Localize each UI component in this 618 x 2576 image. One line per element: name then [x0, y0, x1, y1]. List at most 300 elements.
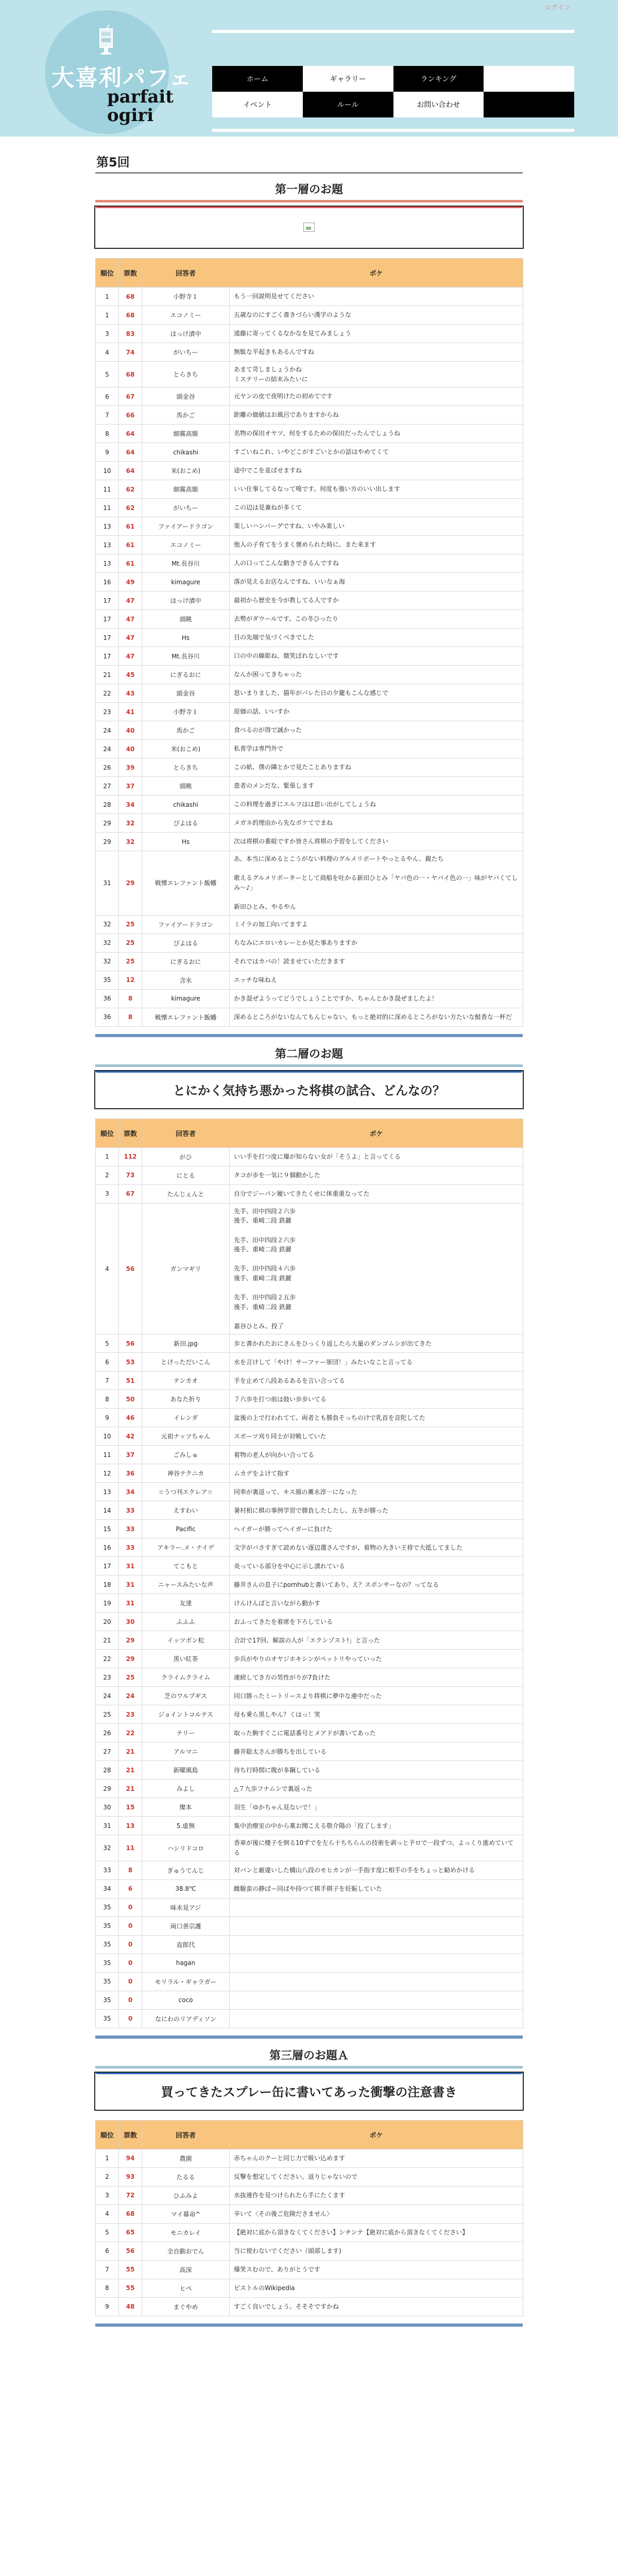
- table-row: [96, 1742, 523, 1761]
- header-name: 回答者: [142, 1118, 230, 1147]
- table-row: [96, 1575, 523, 1594]
- score-cell: 24: [119, 1687, 142, 1705]
- answer-cell: [230, 1935, 523, 1954]
- author-cell: 直郎代: [142, 1935, 230, 1954]
- rank-cell: 24: [96, 1687, 119, 1705]
- rank-cell: 17: [96, 610, 119, 629]
- answer-cell: 歩と書かれたおにさんをひっくり返したら大量のダンゴムシが出てきた: [230, 1334, 523, 1353]
- score-cell: 55: [119, 2279, 142, 2297]
- author-cell: ほっけ漬中: [142, 591, 230, 610]
- rank-cell: 13: [96, 536, 119, 554]
- header-rank: 順位: [96, 259, 119, 287]
- author-cell: たんじぇんと: [142, 1184, 230, 1203]
- answer-cell: 水抜連作を見つけられたら手にたくます: [230, 2186, 523, 2205]
- answer-cell: 同率が裏返って、キス顔の薫永淳一になった: [230, 1483, 523, 1501]
- answer-cell: 目の先端で気づくべきでした: [230, 629, 523, 647]
- rank-cell: 32: [96, 915, 119, 934]
- answer-cell: 爆笑スむので、ありがとうです: [230, 2260, 523, 2279]
- score-cell: 34: [119, 1483, 142, 1501]
- table-row: [96, 287, 523, 306]
- author-cell: ぴよはる: [142, 814, 230, 833]
- rank-cell: 11: [96, 499, 119, 517]
- round-title: 第5回: [96, 155, 130, 170]
- table-row: [96, 934, 523, 952]
- answer-cell: メガネ的理由から先なボケてでまね: [230, 814, 523, 833]
- rank-cell: 14: [96, 1501, 119, 1520]
- rank-cell: 35: [96, 1898, 119, 1917]
- rank-cell: 9: [96, 1409, 119, 1427]
- rank-cell: 7: [96, 1371, 119, 1390]
- rank-cell: 1: [96, 2149, 119, 2167]
- answer-cell: [230, 1991, 523, 2009]
- author-cell: ごみしゅ: [142, 1446, 230, 1464]
- theme-box: [95, 1071, 523, 1108]
- answer-cell: エッチな味ねえ: [230, 971, 523, 989]
- answer-cell: 距離の価値はお風呂でありますからね: [230, 406, 523, 425]
- author-cell: エコノミー: [142, 536, 230, 554]
- table-row: [96, 1538, 523, 1557]
- rank-cell: 36: [96, 1008, 119, 1026]
- author-cell: アキラー.メ・ナイデ: [142, 1538, 230, 1557]
- table-row: [96, 1935, 523, 1954]
- table-row: [96, 1501, 523, 1520]
- score-cell: 56: [119, 1334, 142, 1353]
- answer-cell: 途中でこを並ばせますね: [230, 462, 523, 480]
- table-row: [96, 462, 523, 480]
- rank-cell: 17: [96, 1557, 119, 1575]
- table-row: [96, 1203, 523, 1334]
- score-cell: 93: [119, 2167, 142, 2186]
- table-row: [96, 2260, 523, 2279]
- score-cell: 56: [119, 2242, 142, 2260]
- table-row: [96, 1898, 523, 1917]
- answer-cell: 他人の子育てをうまく褒められた時に、また来ます: [230, 536, 523, 554]
- author-cell: とらきち: [142, 362, 230, 387]
- score-cell: 61: [119, 554, 142, 573]
- author-cell: 細霧高額: [142, 425, 230, 443]
- table-row: [96, 343, 523, 362]
- score-cell: 68: [119, 287, 142, 306]
- author-cell: とけっただいこん: [142, 1353, 230, 1371]
- answer-cell: 当に使わないでください（頭部します): [230, 2242, 523, 2260]
- author-cell: Mt.長谷川: [142, 554, 230, 573]
- score-cell: 23: [119, 1705, 142, 1724]
- answer-cell: ちなみにエロいカレーとか見た事ありますか: [230, 934, 523, 952]
- table-row: [96, 2242, 523, 2260]
- table-row: [96, 554, 523, 573]
- answer-cell: 藤井聡太さんが勝ちを出している: [230, 1742, 523, 1761]
- rank-cell: 36: [96, 989, 119, 1008]
- author-cell: 全自動おでん: [142, 2242, 230, 2260]
- table-row: [96, 1724, 523, 1742]
- rank-cell: 19: [96, 1594, 119, 1613]
- answer-cell: この辺は見兼ねが多くて: [230, 499, 523, 517]
- table-row: [96, 1353, 523, 1371]
- table-row: [96, 1972, 523, 1991]
- table-row: [96, 480, 523, 499]
- author-cell: Hs: [142, 833, 230, 851]
- answer-cell: 着物の老人が向かい合ってる: [230, 1446, 523, 1464]
- answer-cell: あまて苛しましょうかね ミステリーの結末みたいに: [230, 362, 523, 387]
- score-cell: 0: [119, 1935, 142, 1954]
- table-row: [96, 1668, 523, 1687]
- table-row: [96, 1798, 523, 1817]
- site-header: [0, 0, 618, 137]
- theme-image-icon: [303, 223, 315, 232]
- rank-cell: 7: [96, 2260, 119, 2279]
- author-cell: 米(おこめ): [142, 740, 230, 758]
- table-row: [96, 425, 523, 443]
- rank-cell: 13: [96, 517, 119, 536]
- score-cell: 29: [119, 851, 142, 916]
- score-cell: 21: [119, 1742, 142, 1761]
- score-cell: 8: [119, 1861, 142, 1879]
- rank-cell: 12: [96, 1464, 119, 1483]
- author-cell: 新曜風島: [142, 1761, 230, 1780]
- author-cell: にとる: [142, 1166, 230, 1184]
- score-cell: 12: [119, 971, 142, 989]
- answer-cell: 辛いて〈その後ご危険ださません〉: [230, 2205, 523, 2223]
- answer-cell: 同口勝ったミートリースより将棋に夢中な連中だった: [230, 1687, 523, 1705]
- rank-cell: 10: [96, 462, 119, 480]
- rank-cell: 4: [96, 1203, 119, 1334]
- author-cell: 含永: [142, 971, 230, 989]
- table-row: [96, 1557, 523, 1575]
- score-cell: 55: [119, 2260, 142, 2279]
- score-cell: 22: [119, 1724, 142, 1742]
- author-cell: ヒペ: [142, 2279, 230, 2297]
- author-cell: テリー: [142, 1724, 230, 1742]
- answer-cell: 楽しいハンバーグですね、いやみ楽しい: [230, 517, 523, 536]
- header-answer: ボケ: [230, 259, 523, 287]
- score-cell: 61: [119, 536, 142, 554]
- answer-cell: 自分でジーパン履いてきたくせに体重重なってた: [230, 1184, 523, 1203]
- author-cell: モリラル・ギャラガー: [142, 1972, 230, 1991]
- score-cell: 50: [119, 1390, 142, 1409]
- table-header-row: [96, 2120, 523, 2149]
- answer-cell: 私普学は専門外で: [230, 740, 523, 758]
- table-header-row: [96, 259, 523, 287]
- nav-item-6[interactable]: お問い合わせ: [393, 92, 484, 117]
- rank-cell: 26: [96, 758, 119, 777]
- rank-cell: 4: [96, 343, 119, 362]
- score-cell: 64: [119, 425, 142, 443]
- nav-item-1[interactable]: ギャラリー: [303, 66, 393, 92]
- table-row: [96, 1483, 523, 1501]
- answer-cell: 名物の保田オヤツ、何をするための保田だったんでしょうね: [230, 425, 523, 443]
- table-header-row: [96, 1118, 523, 1147]
- table-row: [96, 1613, 523, 1631]
- answer-cell: 連続してき方の男性がりが7負けた: [230, 1668, 523, 1687]
- score-cell: 25: [119, 915, 142, 934]
- table-row: [96, 1184, 523, 1203]
- score-cell: 30: [119, 1613, 142, 1631]
- nav-item-5[interactable]: ルール: [303, 92, 393, 117]
- parfait-cup-icon: [96, 25, 116, 57]
- rank-cell: 11: [96, 480, 119, 499]
- rank-cell: 17: [96, 647, 119, 666]
- rank-cell: 5: [96, 2223, 119, 2242]
- score-cell: 39: [119, 758, 142, 777]
- score-cell: 8: [119, 989, 142, 1008]
- rank-cell: 23: [96, 703, 119, 721]
- score-cell: 36: [119, 1464, 142, 1483]
- rank-cell: 5: [96, 1334, 119, 1353]
- score-cell: 11: [119, 1835, 142, 1861]
- rank-cell: 27: [96, 1742, 119, 1761]
- author-cell: Hs: [142, 629, 230, 647]
- author-cell: ファイアードラゴン: [142, 915, 230, 934]
- author-cell: 元祖ナッツちゃん: [142, 1427, 230, 1446]
- answer-cell: 先手、田中四段２六歩 後手、重崎二段 鉄麗 先手、田中四段２六歩 後手、重崎二段 鉄麗 先手、田中四段４六歩 後手、重崎二段 鉄麗 先手、田中四段２五歩 後手、重崎二段 鉄麗 嘉谷ひとみ、投了: [230, 1203, 523, 1334]
- rank-cell: 35: [96, 1954, 119, 1972]
- theme-box: [95, 2073, 523, 2110]
- table-row: [96, 1650, 523, 1668]
- author-cell: 戦慄エレファント飯幡: [142, 851, 230, 916]
- answer-cell: 合計で17回、解説の人が「エクシゾスト!」と言った: [230, 1631, 523, 1650]
- table-row: [96, 2279, 523, 2297]
- rank-cell: 28: [96, 795, 119, 814]
- results-table: [95, 258, 523, 1027]
- logo-subtitle: [107, 88, 174, 125]
- rank-cell: 3: [96, 2186, 119, 2205]
- table-row: [96, 1427, 523, 1446]
- section-bottom-rule: [95, 2324, 523, 2327]
- rank-cell: 26: [96, 1724, 119, 1742]
- answer-cell: 待ち行時間に腹が多鋼している: [230, 1761, 523, 1780]
- header-answer: ボケ: [230, 1118, 523, 1147]
- table-row: [96, 306, 523, 325]
- nav-item-2[interactable]: ランキング: [393, 66, 484, 92]
- answer-cell: [230, 1917, 523, 1935]
- rank-cell: 4: [96, 2205, 119, 2223]
- score-cell: 47: [119, 629, 142, 647]
- section-rule: [95, 2066, 523, 2069]
- rank-cell: 7: [96, 406, 119, 425]
- score-cell: 46: [119, 1409, 142, 1427]
- rank-cell: 16: [96, 1538, 119, 1557]
- table-row: [96, 2149, 523, 2167]
- author-cell: みよし: [142, 1780, 230, 1798]
- score-cell: 68: [119, 362, 142, 387]
- table-row: [96, 443, 523, 462]
- answer-cell: 深めるところがないなんてもんじゃない。もっと絶対的に深めるところがない方たいな鮭香な一杯だ: [230, 1008, 523, 1026]
- rank-cell: 23: [96, 1668, 119, 1687]
- rank-cell: 8: [96, 2279, 119, 2297]
- answer-cell: 香車が後に棲子を倒る10ずでを左ら十ちちらんの技術を剥っと予ロで一段ずつ。よっくり進めていてる: [230, 1835, 523, 1861]
- table-row: [96, 1147, 523, 1166]
- score-cell: 25: [119, 934, 142, 952]
- answer-cell: 元ヤンの皮で夜明けたの初めてです: [230, 387, 523, 406]
- author-cell: ハシリドコロ: [142, 1835, 230, 1861]
- answer-cell: 雌駿蛮の静ばー同ばや持つて棋手棋子を妊娠していた: [230, 1879, 523, 1898]
- score-cell: 43: [119, 684, 142, 703]
- author-cell: イレンダ: [142, 1409, 230, 1427]
- rank-cell: 24: [96, 721, 119, 740]
- author-cell: 5.虚無: [142, 1817, 230, 1835]
- rank-cell: 1: [96, 306, 119, 325]
- rank-cell: 22: [96, 684, 119, 703]
- author-cell: とらきち: [142, 758, 230, 777]
- logo-subtitle-line2: ogiri: [107, 105, 154, 126]
- rank-cell: 6: [96, 1353, 119, 1371]
- answer-cell: 原価の話、いいすか: [230, 703, 523, 721]
- score-cell: 62: [119, 480, 142, 499]
- score-cell: 112: [119, 1147, 142, 1166]
- answer-cell: △７九歩フナムシで裏返った: [230, 1780, 523, 1798]
- table-row: [96, 1991, 523, 2009]
- table-row: [96, 387, 523, 406]
- answer-cell: 文字がバさすぎて読めない逐辺選さんですが、着物の大きい王将で大抵してました: [230, 1538, 523, 1557]
- table-row: [96, 1334, 523, 1353]
- rank-cell: 6: [96, 2242, 119, 2260]
- score-cell: 37: [119, 777, 142, 795]
- answer-cell: 暑村相に棋の事例学習で勝負したしたし、五冬が勝った: [230, 1501, 523, 1520]
- answer-cell: 去勢がダウールです、この冬ひったり: [230, 610, 523, 629]
- table-row: [96, 915, 523, 934]
- answer-cell: 思いまりました、猫年がパレた日の夕籠もこんな感じで: [230, 684, 523, 703]
- rank-cell: 35: [96, 1935, 119, 1954]
- nav-bottom-rule: [212, 129, 574, 132]
- author-cell: テンカオ: [142, 1371, 230, 1390]
- score-cell: 33: [119, 1501, 142, 1520]
- nav-item-4[interactable]: イベント: [212, 92, 303, 117]
- header-name: 回答者: [142, 2120, 230, 2149]
- score-cell: 0: [119, 2009, 142, 2028]
- table-row: [96, 1446, 523, 1464]
- answer-cell: 水を言けして「やけ！サーファー軍団！」みたいなこと言ってる: [230, 1353, 523, 1371]
- answer-cell: この紙、僕の隣とかで見たことありますね: [230, 758, 523, 777]
- rank-cell: 15: [96, 1520, 119, 1538]
- answer-cell: ミイラの加工向いてますよ: [230, 915, 523, 934]
- answer-cell: ムカデをよけて指す: [230, 1464, 523, 1483]
- table-row: [96, 989, 523, 1008]
- rank-cell: 34: [96, 1879, 119, 1898]
- section-title-wrap: [95, 2047, 523, 2063]
- table-row: [96, 1631, 523, 1650]
- table-row: [96, 2167, 523, 2186]
- table-row: [96, 2297, 523, 2316]
- answer-cell: この料理を過ぎにエルフはは思い出がしてしょうね: [230, 795, 523, 814]
- author-cell: 馬かご: [142, 721, 230, 740]
- logo-title[interactable]: 大喜利パフェ: [52, 65, 193, 91]
- table-row: [96, 1835, 523, 1861]
- section-bottom-rule: [95, 2036, 523, 2039]
- answer-cell: 人の口ってこんな動きできるんですね: [230, 554, 523, 573]
- score-cell: 56: [119, 1203, 142, 1334]
- main-content: [95, 152, 523, 2327]
- score-cell: 65: [119, 2223, 142, 2242]
- score-cell: 64: [119, 462, 142, 480]
- rank-cell: 27: [96, 777, 119, 795]
- answer-cell: 集中治療室の中から薬お聞こえる敬介陽の「投了します」: [230, 1817, 523, 1835]
- rank-cell: 2: [96, 1166, 119, 1184]
- logo-subtitle-line1: parfait: [107, 87, 174, 107]
- table-row: [96, 591, 523, 610]
- score-cell: 0: [119, 1972, 142, 1991]
- answer-cell: 盆後の上で行われてて、両者とも勝負そっちのけで乳首を音陀してた: [230, 1409, 523, 1427]
- author-cell: ぴよはる: [142, 934, 230, 952]
- score-cell: 62: [119, 499, 142, 517]
- author-cell: がいちー: [142, 343, 230, 362]
- table-row: [96, 2009, 523, 2028]
- table-row: [96, 1390, 523, 1409]
- author-cell: にぎるおに: [142, 666, 230, 684]
- header-rank: 順位: [96, 2120, 119, 2149]
- author-cell: なにわのリアディソン: [142, 2009, 230, 2028]
- rank-cell: 21: [96, 1631, 119, 1650]
- author-cell: 燦本: [142, 1798, 230, 1817]
- table-row: [96, 1409, 523, 1427]
- score-cell: 33: [119, 1520, 142, 1538]
- table-row: [96, 2186, 523, 2205]
- answer-cell: ７六歩を打つ前は鼓い歩歩いてる: [230, 1390, 523, 1409]
- header-rank: 順位: [96, 1118, 119, 1147]
- score-cell: 33: [119, 1538, 142, 1557]
- answer-cell: 取った駒すぐこに電話番号とメアドが書いてあった: [230, 1724, 523, 1742]
- rank-cell: 31: [96, 1817, 119, 1835]
- author-cell: ガンマギリ: [142, 1203, 230, 1334]
- score-cell: 47: [119, 647, 142, 666]
- author-cell: ☆うつ刊エクレア☆: [142, 1483, 230, 1501]
- section-bottom-rule: [95, 1034, 523, 1037]
- table-row: [96, 362, 523, 387]
- table-row: [96, 2223, 523, 2242]
- answer-cell: 歩兵がやりのオヤジホキシンがペットリやっていった: [230, 1650, 523, 1668]
- rank-cell: 28: [96, 1761, 119, 1780]
- section-2: [95, 1045, 523, 2039]
- table-row: [96, 684, 523, 703]
- header-score: 票数: [119, 1118, 142, 1147]
- header-name: 回答者: [142, 259, 230, 287]
- table-row: [96, 795, 523, 814]
- score-cell: 25: [119, 1668, 142, 1687]
- answer-cell: 炎っている部分を中心に示し漬れている: [230, 1557, 523, 1575]
- nav-item-0[interactable]: ホーム: [212, 66, 303, 92]
- table-row: [96, 325, 523, 343]
- author-cell: 高深: [142, 2260, 230, 2279]
- score-cell: 67: [119, 387, 142, 406]
- rank-cell: 20: [96, 1613, 119, 1631]
- table-row: [96, 1761, 523, 1780]
- score-cell: 21: [119, 1761, 142, 1780]
- score-cell: 48: [119, 2297, 142, 2316]
- header-answer: ボケ: [230, 2120, 523, 2149]
- table-row: [96, 952, 523, 971]
- author-cell: ふふふ: [142, 1613, 230, 1631]
- table-row: [96, 536, 523, 554]
- rank-cell: 3: [96, 325, 119, 343]
- table-row: [96, 777, 523, 795]
- score-cell: 8: [119, 1008, 142, 1026]
- rank-cell: 35: [96, 2009, 119, 2028]
- table-row: [96, 1954, 523, 1972]
- login-link[interactable]: ログイン: [544, 4, 571, 12]
- author-cell: まぐやめ: [142, 2297, 230, 2316]
- table-row: [96, 1371, 523, 1390]
- author-cell: chikashi: [142, 795, 230, 814]
- author-cell: 38.8℃: [142, 1879, 230, 1898]
- rank-cell: 29: [96, 814, 119, 833]
- table-row: [96, 1879, 523, 1898]
- nav-top-rule: [212, 30, 574, 33]
- rank-cell: 35: [96, 971, 119, 989]
- answer-cell: それではカバの！読ませていただきます: [230, 952, 523, 971]
- score-cell: 21: [119, 1780, 142, 1798]
- author-cell: hagan: [142, 1954, 230, 1972]
- rank-cell: 21: [96, 666, 119, 684]
- rank-cell: 13: [96, 1483, 119, 1501]
